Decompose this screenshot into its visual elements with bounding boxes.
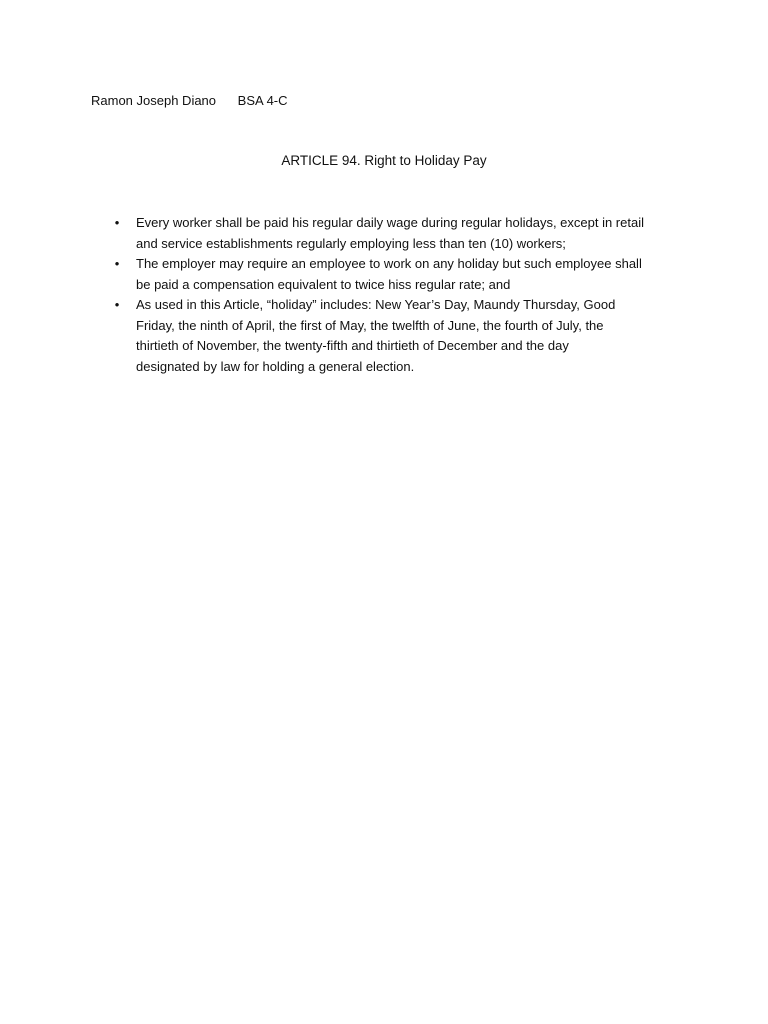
bullet-line: Every worker shall be paid his regular daily wage during regular holidays, except in retail xyxy=(136,215,644,230)
bullet-line: The employer may require an employee to work on any holiday but such employee shall xyxy=(136,256,642,271)
bullet-line: thirtieth of November, the twenty-fifth and thirtieth of December and the day xyxy=(136,338,569,353)
student-name: Ramon Joseph Diano xyxy=(91,93,217,108)
document-header xyxy=(91,93,288,109)
bullet-icon: • xyxy=(114,297,120,312)
bullet-line: designated by law for holding a general election. xyxy=(136,358,415,374)
bullet-item xyxy=(110,213,690,254)
bullet-icon: • xyxy=(114,215,120,230)
bullet-item xyxy=(110,295,690,377)
bullet-line: Friday, the ninth of April, the first of May, the twelfth of June, the fourth of July, the xyxy=(136,317,604,333)
bullet-line: As used in this Article, “holiday” includes: New Year’s Day, Maundy Thursday, Good xyxy=(136,297,616,312)
section-code: BSA 4-C xyxy=(237,93,288,108)
bullet-line: be paid a compensation equivalent to twice hiss regular rate; and xyxy=(136,276,511,292)
bullet-icon: • xyxy=(114,256,120,271)
article-title: ARTICLE 94. Right to Holiday Pay xyxy=(281,153,487,168)
bullet-list xyxy=(110,213,690,377)
bullet-line: and service establishments regularly employing less than ten (10) workers; xyxy=(136,235,566,251)
bullet-item xyxy=(110,254,690,295)
